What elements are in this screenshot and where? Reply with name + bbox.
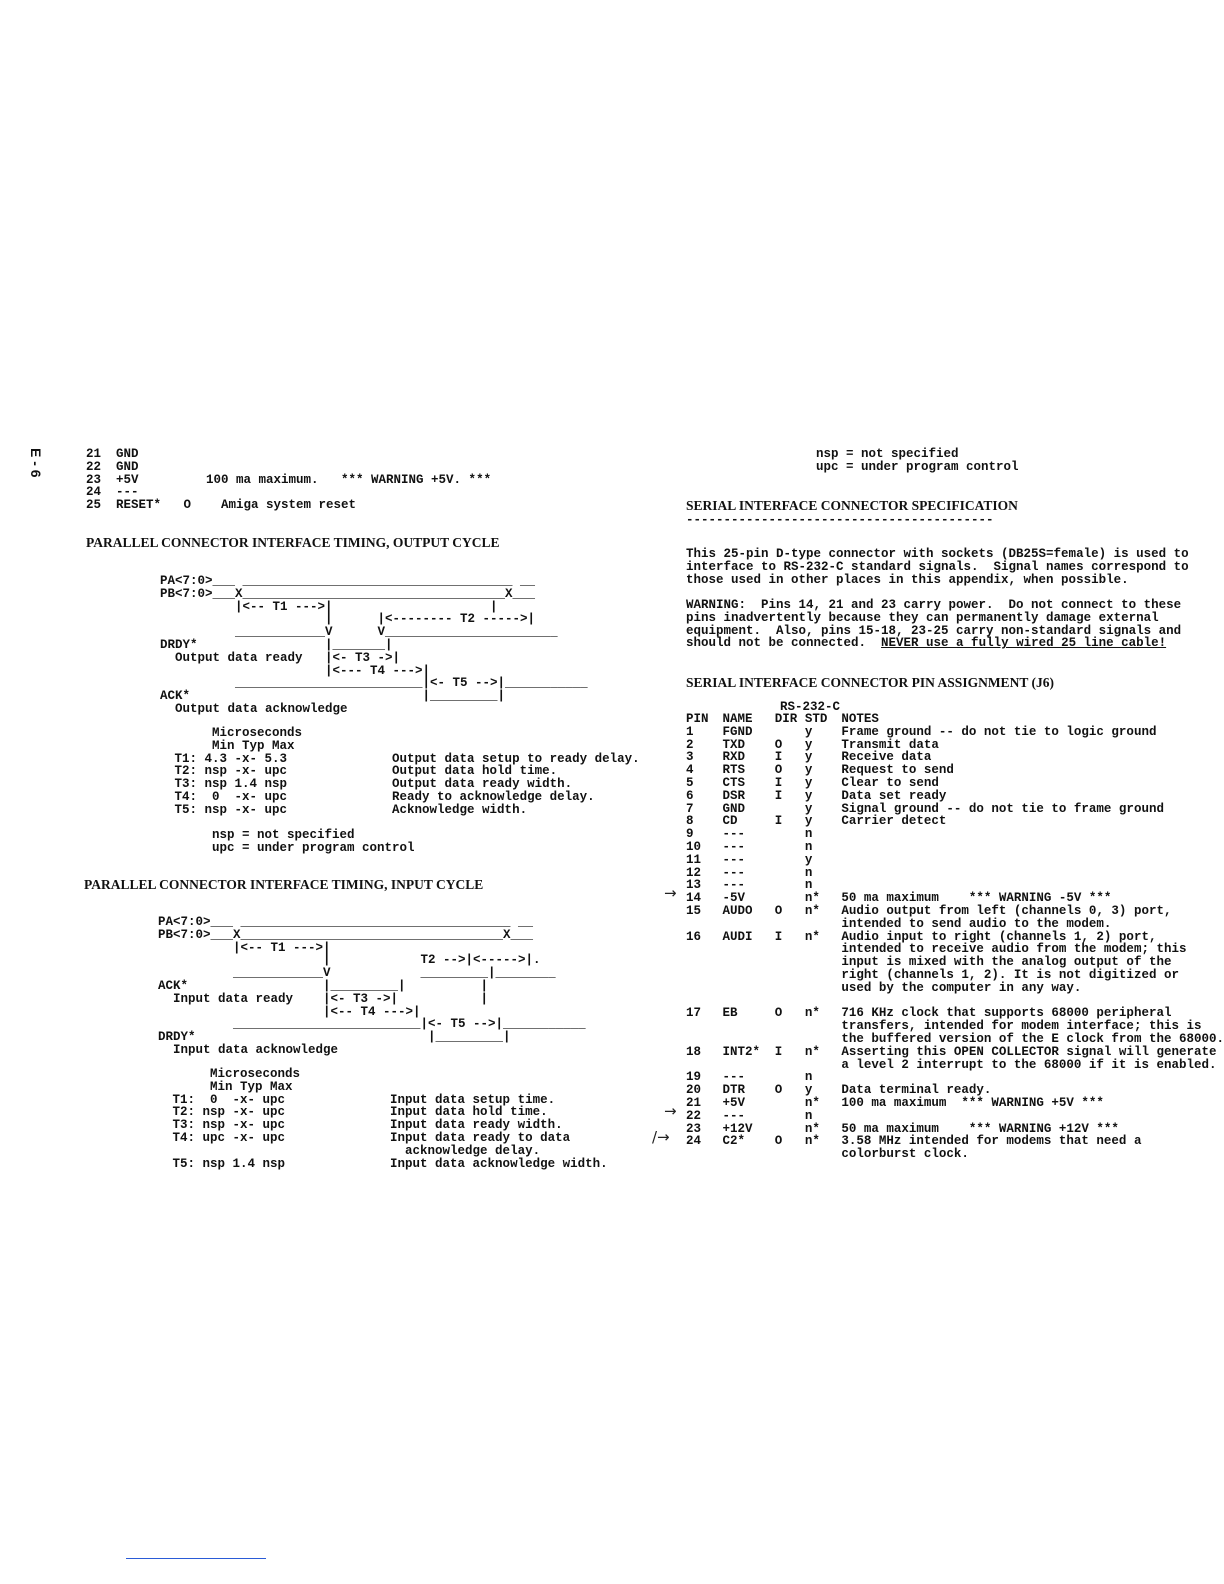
abbrev-legend: nsp = not specified upc = under program control <box>816 447 1019 474</box>
handwritten-arrow-icon: → <box>664 1102 677 1120</box>
pin-notes-cell: Data terminal ready. <box>841 1083 992 1098</box>
pin-std-cell: y <box>804 801 813 816</box>
table-row <box>686 739 1224 752</box>
pin-std-cell: y <box>804 814 813 829</box>
table-row <box>686 1084 1224 1097</box>
table-row <box>686 1007 1224 1045</box>
pin-pin-cell: 16 <box>686 929 702 944</box>
serial-spec-title: SERIAL INTERFACE CONNECTOR SPECIFICATION <box>686 498 1018 513</box>
pin-line: 21 GND <box>86 447 139 461</box>
pin-list-tail <box>86 448 491 512</box>
pin-notes-cell <box>841 841 1224 854</box>
pin-dir-cell <box>775 1110 805 1123</box>
pin-pin-cell: 21 <box>686 1095 702 1110</box>
pin-name-cell: RTS <box>722 763 746 778</box>
pin-name-cell: -5V <box>722 891 746 906</box>
pin-notes-cell: Clear to send <box>841 775 939 790</box>
pin-dir-cell <box>775 1097 805 1110</box>
table-row <box>686 1110 1224 1123</box>
table-row <box>686 764 1224 777</box>
handwritten-arrow-icon: /→ <box>652 1128 670 1146</box>
pin-notes-cell: Frame ground -- do not tie to logic ground <box>841 724 1157 739</box>
serial-intro-paragraph: This 25-pin D-type connector with sockets (DB25S=female) is used to interface to RS-232-C standard signals. Signal names correspond to those used in other places in this appendix, when possible. <box>686 547 1189 587</box>
pin-pin-cell: 4 <box>686 763 694 778</box>
pin-std-cell: y <box>804 788 813 803</box>
pin-dir-cell: I <box>774 775 783 790</box>
serial-pin-table <box>686 713 1224 1161</box>
pin-name-cell: CTS <box>722 775 746 790</box>
pin-dir-cell <box>775 854 805 867</box>
pin-pin-cell: 17 <box>686 1006 702 1021</box>
table-row <box>686 803 1224 816</box>
table-header-row <box>686 713 1224 726</box>
pin-std-cell: y <box>804 737 813 752</box>
pin-std-cell: y <box>804 1083 813 1098</box>
pin-pin-cell: 7 <box>686 801 694 816</box>
pin-std-cell: n* <box>804 903 820 918</box>
pin-name-cell: RXD <box>722 750 746 765</box>
pin-name-cell: GND <box>722 801 746 816</box>
pin-name-cell: --- <box>722 878 746 893</box>
pin-name-cell: AUDI <box>722 929 753 944</box>
table-row <box>686 828 1224 841</box>
pin-notes-cell: 3.58 MHz intended for modems that need a colorburst clock. <box>841 1134 1142 1162</box>
pin-std-cell: n <box>804 1108 813 1123</box>
pin-notes-cell: 100 ma maximum *** WARNING +5V *** <box>841 1095 1104 1110</box>
pin-notes-cell: Data set ready <box>841 788 947 803</box>
page-code: E - 6 <box>28 448 44 478</box>
table-row <box>686 931 1224 1008</box>
column-header: PIN <box>686 712 709 726</box>
pin-notes-cell: Carrier detect <box>841 814 947 829</box>
output-cycle-title: PARALLEL CONNECTOR INTERFACE TIMING, OUTPUT CYCLE <box>86 535 500 550</box>
pin-notes-cell: Receive data <box>841 750 932 765</box>
column-header: NOTES <box>841 712 879 726</box>
pin-pin-cell: 11 <box>686 852 702 867</box>
table-row <box>686 841 1224 854</box>
pin-dir-cell: I <box>774 1044 783 1059</box>
pin-line: 22 GND <box>86 459 139 474</box>
output-timing-diagram: PA<7:0>___ ____________________________________ __ PB<7:0>___X___________________________________X___ |<-- T1 --->| | | |<-------- T2 ----->| ____________V V_______________________ DRDY* |_______| Output data ready |<- T3 ->| |<--- T4 --->| _________________________|<- T5 -->|___________ ACK* |_________| Output data acknowledge <box>160 574 588 716</box>
pin-notes-cell <box>841 828 1224 841</box>
pin-dir-cell: I <box>774 929 783 944</box>
pin-pin-cell: 2 <box>686 737 694 752</box>
pin-pin-cell: 12 <box>686 865 702 880</box>
pin-std-cell: y <box>804 852 813 867</box>
table-row <box>686 867 1224 880</box>
pin-name-cell: INT2* <box>722 1044 761 1059</box>
pin-notes-cell: Request to send <box>841 763 954 778</box>
pin-std-cell: n* <box>804 1044 820 1059</box>
pin-pin-cell: 18 <box>686 1044 702 1059</box>
handwritten-arrow-icon: → <box>664 884 677 902</box>
pin-std-cell: n <box>804 878 813 893</box>
pin-pin-cell: 24 <box>686 1134 702 1149</box>
pin-pin-cell: 8 <box>686 814 694 829</box>
pin-pin-cell: 23 <box>686 1121 702 1136</box>
pin-dir-cell: O <box>774 1006 783 1021</box>
pin-name-cell: --- <box>722 827 746 842</box>
pin-name-cell: CD <box>722 814 738 829</box>
pin-name-cell: C2* <box>722 1134 746 1149</box>
pin-dir-cell: I <box>774 788 783 803</box>
input-cycle-title: PARALLEL CONNECTOR INTERFACE TIMING, INPUT CYCLE <box>84 877 484 892</box>
pin-dir-cell: I <box>774 814 783 829</box>
pin-notes-cell: Transmit data <box>841 737 939 752</box>
pin-std-cell: n* <box>804 1095 820 1110</box>
pin-name-cell: --- <box>722 1070 746 1085</box>
pin-pin-cell: 15 <box>686 903 702 918</box>
table-row <box>686 854 1224 867</box>
pin-assignment-title: SERIAL INTERFACE CONNECTOR PIN ASSIGNMENT (J6) <box>686 675 1054 690</box>
pin-notes-cell: 716 KHz clock that supports 68000 peripheral transfers, intended for modem interface; this is the buffered version of the E clock from the 68000. <box>841 1006 1224 1046</box>
pin-notes-cell: 50 ma maximum *** WARNING -5V *** <box>841 891 1112 906</box>
pin-dir-cell: O <box>774 763 783 778</box>
pin-dir-cell <box>775 828 805 841</box>
table-row <box>686 1097 1224 1110</box>
title-underline-dashes: ----------------------------------------- <box>686 513 994 527</box>
output-timing-table: Microseconds Min Typ Max T1: 4.3 -x- 5.3 Output data setup to ready delay. T2: nsp -x- upc Output data hold time. T3: nsp 1.4 nsp Output data ready width. T4: 0 -x- upc Ready to acknowledge delay. T5: nsp -x- upc Acknowledge width. nsp = not specified upc = under program control <box>174 726 640 856</box>
pin-std-cell: n* <box>804 1006 820 1021</box>
table-row <box>686 777 1224 790</box>
pin-std-cell: n <box>804 827 813 842</box>
column-header: DIR <box>774 712 798 726</box>
pin-notes-cell: Audio input to right (channels 1, 2) port, intended to receive audio from the modem; this input is mixed with the analog output of the right (channels 1, 2). It is not digitized or used by the computer in any way. <box>841 929 1187 995</box>
pin-name-cell: EB <box>722 1006 738 1021</box>
pin-name-cell: DTR <box>722 1083 746 1098</box>
pin-dir-cell: O <box>774 903 783 918</box>
warning-paragraph <box>686 599 1181 650</box>
pin-dir-cell: O <box>774 1134 783 1149</box>
table-row <box>686 1135 1224 1161</box>
pin-std-cell: n* <box>804 1134 820 1149</box>
pin-std-cell: y <box>804 763 813 778</box>
pin-notes-cell <box>841 867 1224 880</box>
pin-pin-cell: 3 <box>686 750 694 765</box>
table-row <box>686 726 1224 739</box>
column-header: NAME <box>722 712 753 726</box>
pin-notes-cell: Audio output from left (channels 0, 3) port, intended to send audio to the modem. <box>841 903 1172 931</box>
pin-dir-cell <box>775 841 805 854</box>
pin-dir-cell: O <box>774 737 783 752</box>
pin-notes-cell <box>841 854 1224 867</box>
pin-pin-cell: 6 <box>686 788 694 803</box>
table-row <box>686 751 1224 764</box>
pin-notes-cell: 50 ma maximum *** WARNING +12V *** <box>841 1121 1119 1136</box>
pin-pin-cell: 1 <box>686 724 694 739</box>
pin-line: 25 RESET* O Amiga system reset <box>86 498 357 513</box>
warning-text: WARNING: Pins 14, 21 and 23 carry power. Do not connect to these pins inadvertently because they can permanently damage external equipment. Also, pins 15-18, 23-25 carry non-standard signals and should not be connected. <box>686 598 1182 651</box>
pin-std-cell: n <box>804 839 813 854</box>
input-timing-diagram: PA<7:0>___ ____________________________________ __ PB<7:0>___X___________________________________X___ |<-- T1 --->| | T2 -->|<----->|. ____________V _________|________ ACK* |_________| | Input data ready |<- T3 ->| | |<-- T4 --->| _________________________|<- T5 -->|___________ DRDY* |_________| Input data acknowledge <box>158 915 586 1057</box>
pin-name-cell: FGND <box>722 724 753 739</box>
pin-pin-cell: 14 <box>686 891 702 906</box>
pin-notes-cell: Signal ground -- do not tie to frame ground <box>841 801 1164 816</box>
pin-name-cell: DSR <box>722 788 746 803</box>
pin-pin-cell: 22 <box>686 1108 702 1123</box>
pin-pin-cell: 19 <box>686 1070 702 1085</box>
pin-dir-cell <box>775 879 805 892</box>
pin-std-cell: y <box>804 724 813 739</box>
pin-name-cell: --- <box>722 1108 746 1123</box>
pin-std-cell: n <box>804 1070 813 1085</box>
pin-name-cell: +12V <box>722 1121 753 1136</box>
rs232-header: RS-232-C <box>780 700 841 714</box>
pin-pin-cell: 13 <box>686 878 702 893</box>
pin-std-cell: n <box>804 865 813 880</box>
pin-dir-cell: O <box>774 1083 783 1098</box>
pin-notes-cell <box>841 1110 1224 1123</box>
pin-name-cell: AUDO <box>722 903 753 918</box>
pin-name-cell: +5V <box>722 1095 746 1110</box>
pin-name-cell: TXD <box>722 737 746 752</box>
pin-pin-cell: 9 <box>686 827 694 842</box>
pin-dir-cell: I <box>774 750 783 765</box>
serial-pin-table-body <box>686 713 1224 1161</box>
pin-pin-cell: 5 <box>686 775 694 790</box>
table-row <box>686 815 1224 828</box>
table-row <box>686 905 1224 931</box>
pin-name-cell: --- <box>722 865 746 880</box>
pin-std-cell: y <box>804 750 813 765</box>
table-row <box>686 1046 1224 1072</box>
pin-notes-cell: Asserting this OPEN COLLECTOR signal will generate a level 2 interrupt to the 68000 if it is enabled. <box>841 1044 1217 1072</box>
pin-std-cell: n* <box>804 929 820 944</box>
pin-dir-cell <box>775 726 805 739</box>
bottom-blue-rule <box>126 1558 266 1559</box>
pin-pin-cell: 10 <box>686 839 702 854</box>
input-timing-table: Microseconds Min Typ Max T1: 0 -x- upc Input data setup time. T2: nsp -x- upc Input data hold time. T3: nsp -x- upc Input data ready width. T4: upc -x- upc Input data ready to data acknowledge delay. T5: nsp 1.4 nsp Input data acknowledge width. <box>172 1067 608 1171</box>
pin-dir-cell <box>775 867 805 880</box>
pin-name-cell: --- <box>722 852 746 867</box>
pin-name-cell: --- <box>722 839 746 854</box>
table-row <box>686 790 1224 803</box>
warning-emphasis: NEVER use a fully wired 25 line cable! <box>881 636 1167 651</box>
pin-std-cell: n* <box>804 1121 820 1136</box>
pin-std-cell: y <box>804 775 813 790</box>
pin-line: 24 --- <box>86 485 139 500</box>
pin-pin-cell: 20 <box>686 1083 702 1098</box>
column-header: STD <box>804 712 828 726</box>
pin-line: 23 +5V 100 ma maximum. *** WARNING +5V. *** <box>86 472 492 487</box>
pin-std-cell: n* <box>804 891 820 906</box>
